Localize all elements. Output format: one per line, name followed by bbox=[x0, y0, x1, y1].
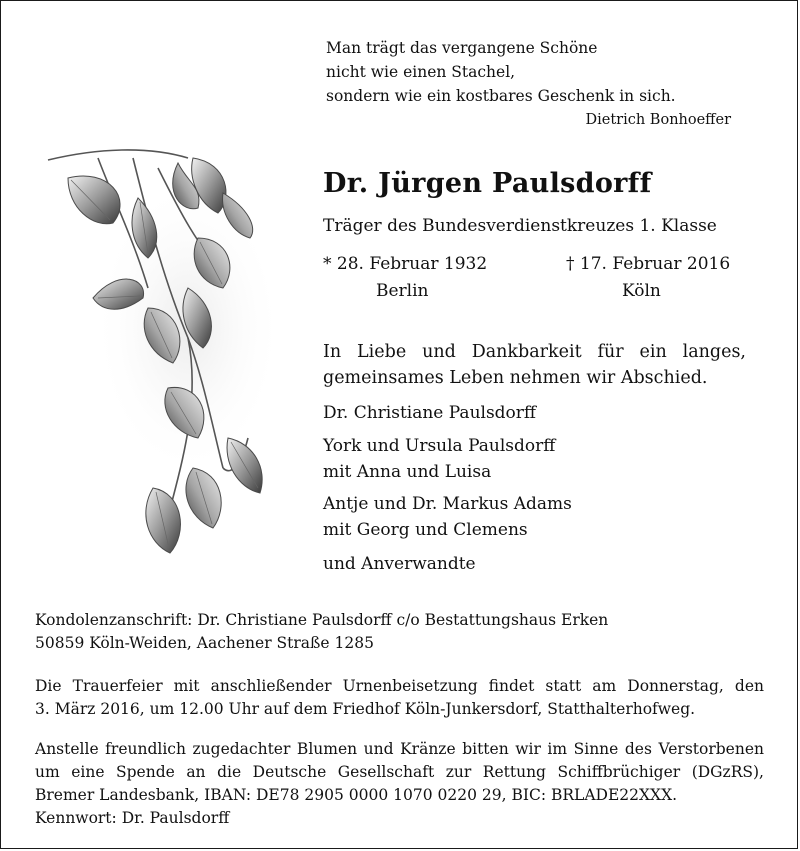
mourner: und Anverwandte bbox=[323, 554, 476, 574]
birth-date: * 28. Februar 1932 bbox=[323, 254, 488, 274]
deceased-honor: Träger des Bundesverdienstkreuzes 1. Klasse bbox=[323, 216, 717, 236]
mourner: mit Anna und Luisa bbox=[323, 462, 492, 482]
death-date: † 17. Februar 2016 bbox=[566, 254, 731, 274]
donation-keyword: Kennwort: Dr. Paulsdorff bbox=[35, 809, 230, 827]
deceased-name: Dr. Jürgen Paulsdorff bbox=[323, 168, 652, 199]
quote-line: Man trägt das vergangene Schöne bbox=[326, 39, 598, 57]
mourner: mit Georg und Clemens bbox=[323, 520, 528, 540]
quote-line: nicht wie einen Stachel, bbox=[326, 63, 516, 81]
ceremony-line: Die Trauerfeier mit anschließender Urnenbeisetzung findet statt am Donnerstag, den bbox=[35, 677, 764, 695]
donation-line: Bremer Landesbank, IBAN: DE78 2905 0000 1070 0220 29, BIC: BRLADE22XXX. bbox=[35, 786, 678, 804]
mourner: Dr. Christiane Paulsdorff bbox=[323, 403, 536, 423]
mourner: Antje und Dr. Markus Adams bbox=[323, 494, 572, 514]
mourner: York und Ursula Paulsdorff bbox=[323, 436, 556, 456]
condolence-line: Kondolenzanschrift: Dr. Christiane Paulsdorff c/o Bestattungshaus Erken bbox=[35, 611, 609, 629]
leaf-icon bbox=[68, 176, 120, 224]
quote-author: Dietrich Bonhoeffer bbox=[585, 112, 731, 128]
death-place: Köln bbox=[622, 281, 661, 301]
farewell-line: In Liebe und Dankbarkeit für ein langes, bbox=[323, 342, 746, 362]
ceremony-line: 3. März 2016, um 12.00 Uhr auf dem Friedhof Köln-Junkersdorf, Statthalterhofweg. bbox=[35, 700, 696, 718]
quote-line: sondern wie ein kostbares Geschenk in sich. bbox=[326, 87, 676, 105]
donation-line: Anstelle freundlich zugedachter Blumen und Kränze bitten wir im Sinne des Verstorbenen bbox=[35, 740, 764, 758]
leaf-icon bbox=[186, 468, 221, 528]
condolence-line: 50859 Köln-Weiden, Aachener Straße 1285 bbox=[35, 634, 374, 652]
farewell-line: gemeinsames Leben nehmen wir Abschied. bbox=[323, 368, 708, 388]
birch-leaves-illustration bbox=[38, 138, 278, 568]
leaf-icon bbox=[146, 488, 181, 553]
donation-line: um eine Spende an die Deutsche Gesellschaft zur Rettung Schiffbrüchiger (DGzRS), bbox=[35, 763, 764, 781]
birth-place: Berlin bbox=[376, 281, 429, 301]
